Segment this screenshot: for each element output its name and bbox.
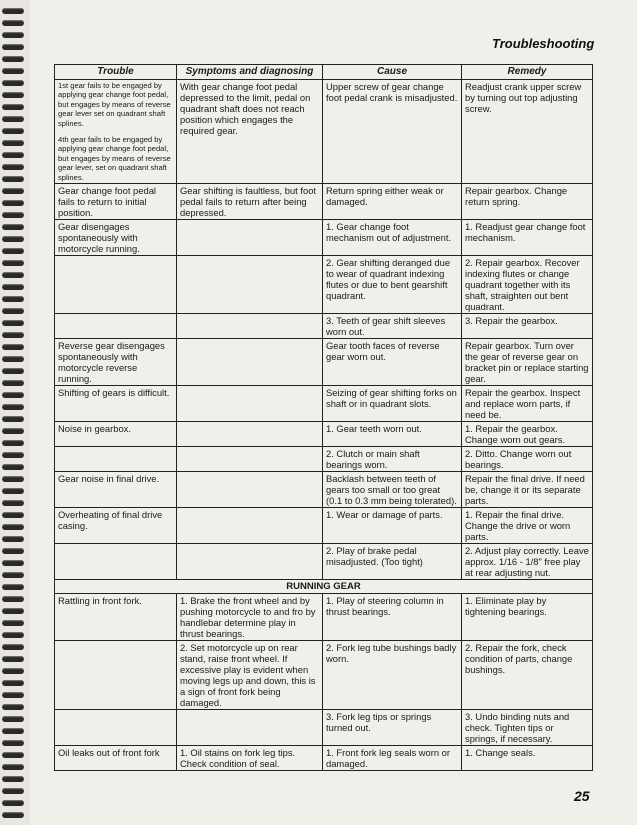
symptoms-cell bbox=[177, 710, 323, 746]
binding-coil bbox=[2, 764, 24, 770]
column-header-symptoms: Symptoms and diagnosing bbox=[177, 65, 323, 80]
remedy-cell: 1. Readjust gear change foot mechanism. bbox=[462, 220, 593, 256]
cause-cell: 3. Fork leg tips or springs turned out. bbox=[323, 710, 462, 746]
cause-cell: 1. Gear teeth worn out. bbox=[323, 422, 462, 447]
cause-cell: 1. Play of steering column in thrust bearings. bbox=[323, 594, 462, 641]
trouble-cell: Gear change foot pedal fails to return to initial position. bbox=[55, 184, 177, 220]
binding-coil bbox=[2, 608, 24, 614]
cause-cell: 2. Gear shifting deranged due to wear of quadrant indexing flutes or due to bent gearshift quadrant. bbox=[323, 256, 462, 314]
cause-cell: 3. Teeth of gear shift sleeves worn out. bbox=[323, 314, 462, 339]
binding-coil bbox=[2, 272, 24, 278]
binding-coil bbox=[2, 320, 24, 326]
trouble-cell: Overheating of final drive casing. bbox=[55, 508, 177, 544]
binding-coil bbox=[2, 224, 24, 230]
table-row bbox=[55, 544, 593, 580]
remedy-cell: Readjust crank upper screw by turning out top adjusting screw. bbox=[462, 80, 593, 184]
binding-coil bbox=[2, 668, 24, 674]
binding-coil bbox=[2, 812, 24, 818]
remedy-cell: Repair the final drive. If need be, change it or its separate parts. bbox=[462, 472, 593, 508]
binding-coil bbox=[2, 380, 24, 386]
binding-coil bbox=[2, 284, 24, 290]
cause-cell: Backlash between teeth of gears too small or too great (0.1 to 0.3 mm being tolerated). bbox=[323, 472, 462, 508]
trouble-cell: Reverse gear disengages spontaneously with motorcycle reverse running. bbox=[55, 339, 177, 386]
binding-coil bbox=[2, 116, 24, 122]
binding-coil bbox=[2, 428, 24, 434]
remedy-cell: 1. Change seals. bbox=[462, 746, 593, 771]
binding-coil bbox=[2, 548, 24, 554]
binding-coil bbox=[2, 344, 24, 350]
binding-coil bbox=[2, 500, 24, 506]
binding-coil bbox=[2, 620, 24, 626]
trouble-cell bbox=[55, 544, 177, 580]
cause-cell: 1. Gear change foot mechanism out of adjustment. bbox=[323, 220, 462, 256]
binding-coil bbox=[2, 464, 24, 470]
table-row bbox=[55, 472, 593, 508]
binding-coil bbox=[2, 20, 24, 26]
trouble-cell bbox=[55, 641, 177, 710]
cause-cell: 2. Clutch or main shaft bearings worn. bbox=[323, 447, 462, 472]
symptoms-cell: 1. Oil stains on fork leg tips. Check condition of seal. bbox=[177, 746, 323, 771]
trouble-cell: Noise in gearbox. bbox=[55, 422, 177, 447]
remedy-cell: Repair gearbox. Change return spring. bbox=[462, 184, 593, 220]
binding-coil bbox=[2, 212, 24, 218]
symptoms-cell: Gear shifting is faultless, but foot pedal fails to return after being depressed. bbox=[177, 184, 323, 220]
binding-coil bbox=[2, 176, 24, 182]
trouble-cell: Rattling in front fork. bbox=[55, 594, 177, 641]
table-row bbox=[55, 508, 593, 544]
binding-coil bbox=[2, 572, 24, 578]
binding-coil bbox=[2, 260, 24, 266]
binding-coil bbox=[2, 452, 24, 458]
table-row bbox=[55, 256, 593, 314]
trouble-cell bbox=[55, 80, 177, 184]
remedy-cell: 2. Repair gearbox. Recover indexing flutes or change quadrant together with its shaft, straighten out bent quadrant. bbox=[462, 256, 593, 314]
troubleshooting-table bbox=[54, 64, 593, 771]
page-header-title: Troubleshooting bbox=[492, 36, 595, 51]
trouble-cell bbox=[55, 256, 177, 314]
binding-coil bbox=[2, 140, 24, 146]
remedy-cell: 3. Undo binding nuts and check. Tighten tips or springs, if necessary. bbox=[462, 710, 593, 746]
binding-coil bbox=[2, 8, 24, 14]
binding-coil bbox=[2, 56, 24, 62]
column-header-trouble: Trouble bbox=[55, 65, 177, 80]
binding-coil bbox=[2, 80, 24, 86]
table-row bbox=[55, 710, 593, 746]
table-row bbox=[55, 641, 593, 710]
binding-coil bbox=[2, 392, 24, 398]
binding-coil bbox=[2, 152, 24, 158]
binding-coil bbox=[2, 416, 24, 422]
cause-cell: 1. Wear or damage of parts. bbox=[323, 508, 462, 544]
binding-coil bbox=[2, 236, 24, 242]
binding-coil bbox=[2, 356, 24, 362]
binding-coil bbox=[2, 200, 24, 206]
remedy-cell: 1. Repair the gearbox. Change worn out gears. bbox=[462, 422, 593, 447]
binding-coil bbox=[2, 584, 24, 590]
cause-cell: 1. Front fork leg seals worn or damaged. bbox=[323, 746, 462, 771]
binding-coil bbox=[2, 404, 24, 410]
binding-coil bbox=[2, 560, 24, 566]
column-header-cause: Cause bbox=[323, 65, 462, 80]
binding-coil bbox=[2, 524, 24, 530]
cause-cell: Return spring either weak or damaged. bbox=[323, 184, 462, 220]
cause-cell: 2. Play of brake pedal misadjusted. (Too tight) bbox=[323, 544, 462, 580]
remedy-cell: 1. Repair the final drive. Change the drive or worn parts. bbox=[462, 508, 593, 544]
binding-coil bbox=[2, 32, 24, 38]
binding-coil bbox=[2, 248, 24, 254]
binding-coil bbox=[2, 128, 24, 134]
symptoms-cell bbox=[177, 339, 323, 386]
symptoms-cell bbox=[177, 544, 323, 580]
binding-coil bbox=[2, 716, 24, 722]
symptoms-cell bbox=[177, 422, 323, 447]
remedy-cell: 3. Repair the gearbox. bbox=[462, 314, 593, 339]
binding-coil bbox=[2, 68, 24, 74]
remedy-cell: 2. Adjust play correctly. Leave approx. 1/16 - 1/8" free play at rear adjusting nut. bbox=[462, 544, 593, 580]
binding-coil bbox=[2, 164, 24, 170]
binding-coil bbox=[2, 776, 24, 782]
binding-coil bbox=[2, 308, 24, 314]
table-header-row bbox=[55, 65, 593, 80]
binding-coil bbox=[2, 440, 24, 446]
binding-coil bbox=[2, 596, 24, 602]
section-header-running-gear: RUNNING GEAR bbox=[55, 580, 593, 594]
binding-coil bbox=[2, 680, 24, 686]
remedy-cell: Repair the gearbox. Inspect and replace worn parts, if need be. bbox=[462, 386, 593, 422]
table-row bbox=[55, 220, 593, 256]
trouble-cell bbox=[55, 710, 177, 746]
trouble-text: 4th gear fails to be engaged by applying gear change foot pedal, but engages by means of reverse gear lever, set on quadrant shaft splines. bbox=[58, 135, 171, 182]
symptoms-cell bbox=[177, 256, 323, 314]
binding-coil bbox=[2, 656, 24, 662]
binding-coil bbox=[2, 740, 24, 746]
trouble-cell: Gear disengages spontaneously with motorcycle running. bbox=[55, 220, 177, 256]
table-row bbox=[55, 80, 593, 184]
section-row bbox=[55, 580, 593, 594]
binding-coil bbox=[2, 704, 24, 710]
column-header-remedy: Remedy bbox=[462, 65, 593, 80]
table-row bbox=[55, 447, 593, 472]
binding-coil bbox=[2, 632, 24, 638]
binding-coil bbox=[2, 368, 24, 374]
cause-cell: Upper screw of gear change foot pedal crank is misadjusted. bbox=[323, 80, 462, 184]
binding-coil bbox=[2, 512, 24, 518]
symptoms-cell bbox=[177, 314, 323, 339]
binding-coil bbox=[2, 728, 24, 734]
trouble-cell: Shifting of gears is difficult. bbox=[55, 386, 177, 422]
trouble-cell: Oil leaks out of front fork bbox=[55, 746, 177, 771]
binding-coil bbox=[2, 188, 24, 194]
binding-coil bbox=[2, 644, 24, 650]
trouble-text: 1st gear fails to be engaged by applying gear change foot pedal, but engages by means of reverse gear lever set on quadrant shaft splines. bbox=[58, 81, 171, 128]
binding-coil bbox=[2, 44, 24, 50]
table-row bbox=[55, 339, 593, 386]
symptoms-cell: 2. Set motorcycle up on rear stand, raise front wheel. If excessive play is evident when moving legs up and down, this is a sign of front fork being damaged. bbox=[177, 641, 323, 710]
remedy-cell: 2. Repair the fork, check condition of parts, change bushings. bbox=[462, 641, 593, 710]
symptoms-cell bbox=[177, 447, 323, 472]
trouble-cell: Gear noise in final drive. bbox=[55, 472, 177, 508]
table-row bbox=[55, 422, 593, 447]
binding-coil bbox=[2, 92, 24, 98]
trouble-cell bbox=[55, 314, 177, 339]
trouble-cell bbox=[55, 447, 177, 472]
binding-coil bbox=[2, 692, 24, 698]
remedy-cell: 1. Eliminate play by tightening bearings. bbox=[462, 594, 593, 641]
symptoms-cell bbox=[177, 508, 323, 544]
table-row bbox=[55, 386, 593, 422]
remedy-cell: Repair gearbox. Turn over the gear of reverse gear on bracket pin or replace starting gear. bbox=[462, 339, 593, 386]
table-row bbox=[55, 184, 593, 220]
table-row bbox=[55, 594, 593, 641]
binding-coil bbox=[2, 752, 24, 758]
binding-coil bbox=[2, 536, 24, 542]
page-number: 25 bbox=[574, 788, 590, 804]
binding-coil bbox=[2, 800, 24, 806]
table-row bbox=[55, 746, 593, 771]
table-row bbox=[55, 314, 593, 339]
symptoms-cell bbox=[177, 386, 323, 422]
symptoms-cell: With gear change foot pedal depressed to the limit, pedal on quadrant shaft does not reach position which engages the required gear. bbox=[177, 80, 323, 184]
binding-coil bbox=[2, 332, 24, 338]
cause-cell: Seizing of gear shifting forks on shaft or in quadrant slots. bbox=[323, 386, 462, 422]
binding-coil bbox=[2, 296, 24, 302]
remedy-cell: 2. Ditto. Change worn out bearings. bbox=[462, 447, 593, 472]
binding-coil bbox=[2, 104, 24, 110]
binding-coil bbox=[2, 476, 24, 482]
binding-coil bbox=[2, 788, 24, 794]
spiral-binding bbox=[0, 0, 30, 825]
cause-cell: 2. Fork leg tube bushings badly worn. bbox=[323, 641, 462, 710]
cause-cell: Gear tooth faces of reverse gear worn out. bbox=[323, 339, 462, 386]
symptoms-cell: 1. Brake the front wheel and by pushing motorcycle to and fro by handlebar determine play in thrust bearings. bbox=[177, 594, 323, 641]
symptoms-cell bbox=[177, 220, 323, 256]
symptoms-cell bbox=[177, 472, 323, 508]
binding-coil bbox=[2, 488, 24, 494]
